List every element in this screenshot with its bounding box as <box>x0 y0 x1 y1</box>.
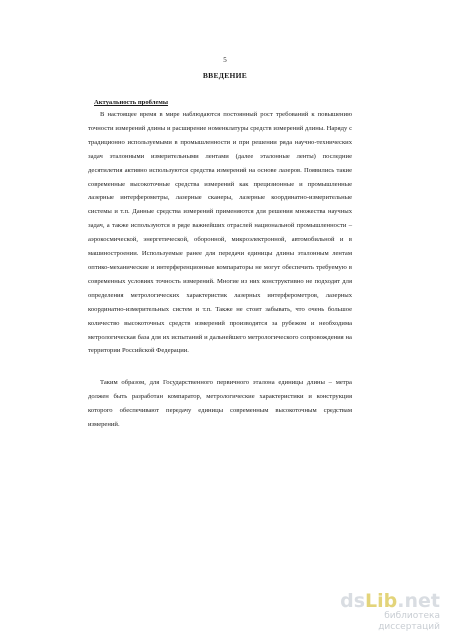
logo-part-net: .net <box>397 590 440 612</box>
dslib-watermark <box>320 591 440 633</box>
logo-part-lib: Lib <box>365 590 398 612</box>
paragraph-relevance: В настоящее время в мире наблюдаются постоянный рост требований к повышению точности измерений длины и расширение номенклатуры средств измерений длины. Наряду с традиционно используемыми в промышленности и при решении ряда научно-технических задач эталонными измерительными лентами (далее эталонные ленты) последние десятилетия активно используются средства измерений на основе лазеров. Появились такие современные высокоточные средства измерений как прецизионные и промышленные лазерные интерферометры, лазерные сканеры, лазерные координатно-измерительные системы и т.п. Данные средства измерений применяются для решения множества научных задач, а также используются в ряде важнейших отраслей национальной промышленности – аэрокосмической, энергетической, оборонной, микроэлектронной, автомобильной и в машиностроении. Используемые ранее для передачи единицы длины эталонным лентам оптико-механические и интерференционные компараторы не могут обеспечить требуемую в современных условиях точность измерений. Многие из них конструктивно не подходят для определения метрологических характеристик лазерных интерферометров, лазерных координатно-измерительных систем и т.п. Также не стоит забывать, что очень большое количество высокоточных средств измерений производятся за рубежом и необходима метрологическая база для их испытаний и дальнейшего метрологического сопровождения на территории Российской Федерации. <box>88 111 352 355</box>
page-number: 5 <box>223 56 227 64</box>
logo-part-ds: ds <box>340 590 366 612</box>
dslib-logo <box>320 591 440 611</box>
watermark-subtitle: библиотека диссертаций <box>378 611 440 632</box>
page-heading: ВВЕДЕНИЕ <box>202 71 248 80</box>
section-label: Актуальность проблемы <box>94 99 169 106</box>
paragraph-conclusion: Таким образом, для Государственного первичного эталона единицы длины – метра должен быть разработан компаратор, метрологические характеристики и конструкция которого обеспечивают передачу единицы современным высокоточным средствам измерений. <box>88 379 352 428</box>
